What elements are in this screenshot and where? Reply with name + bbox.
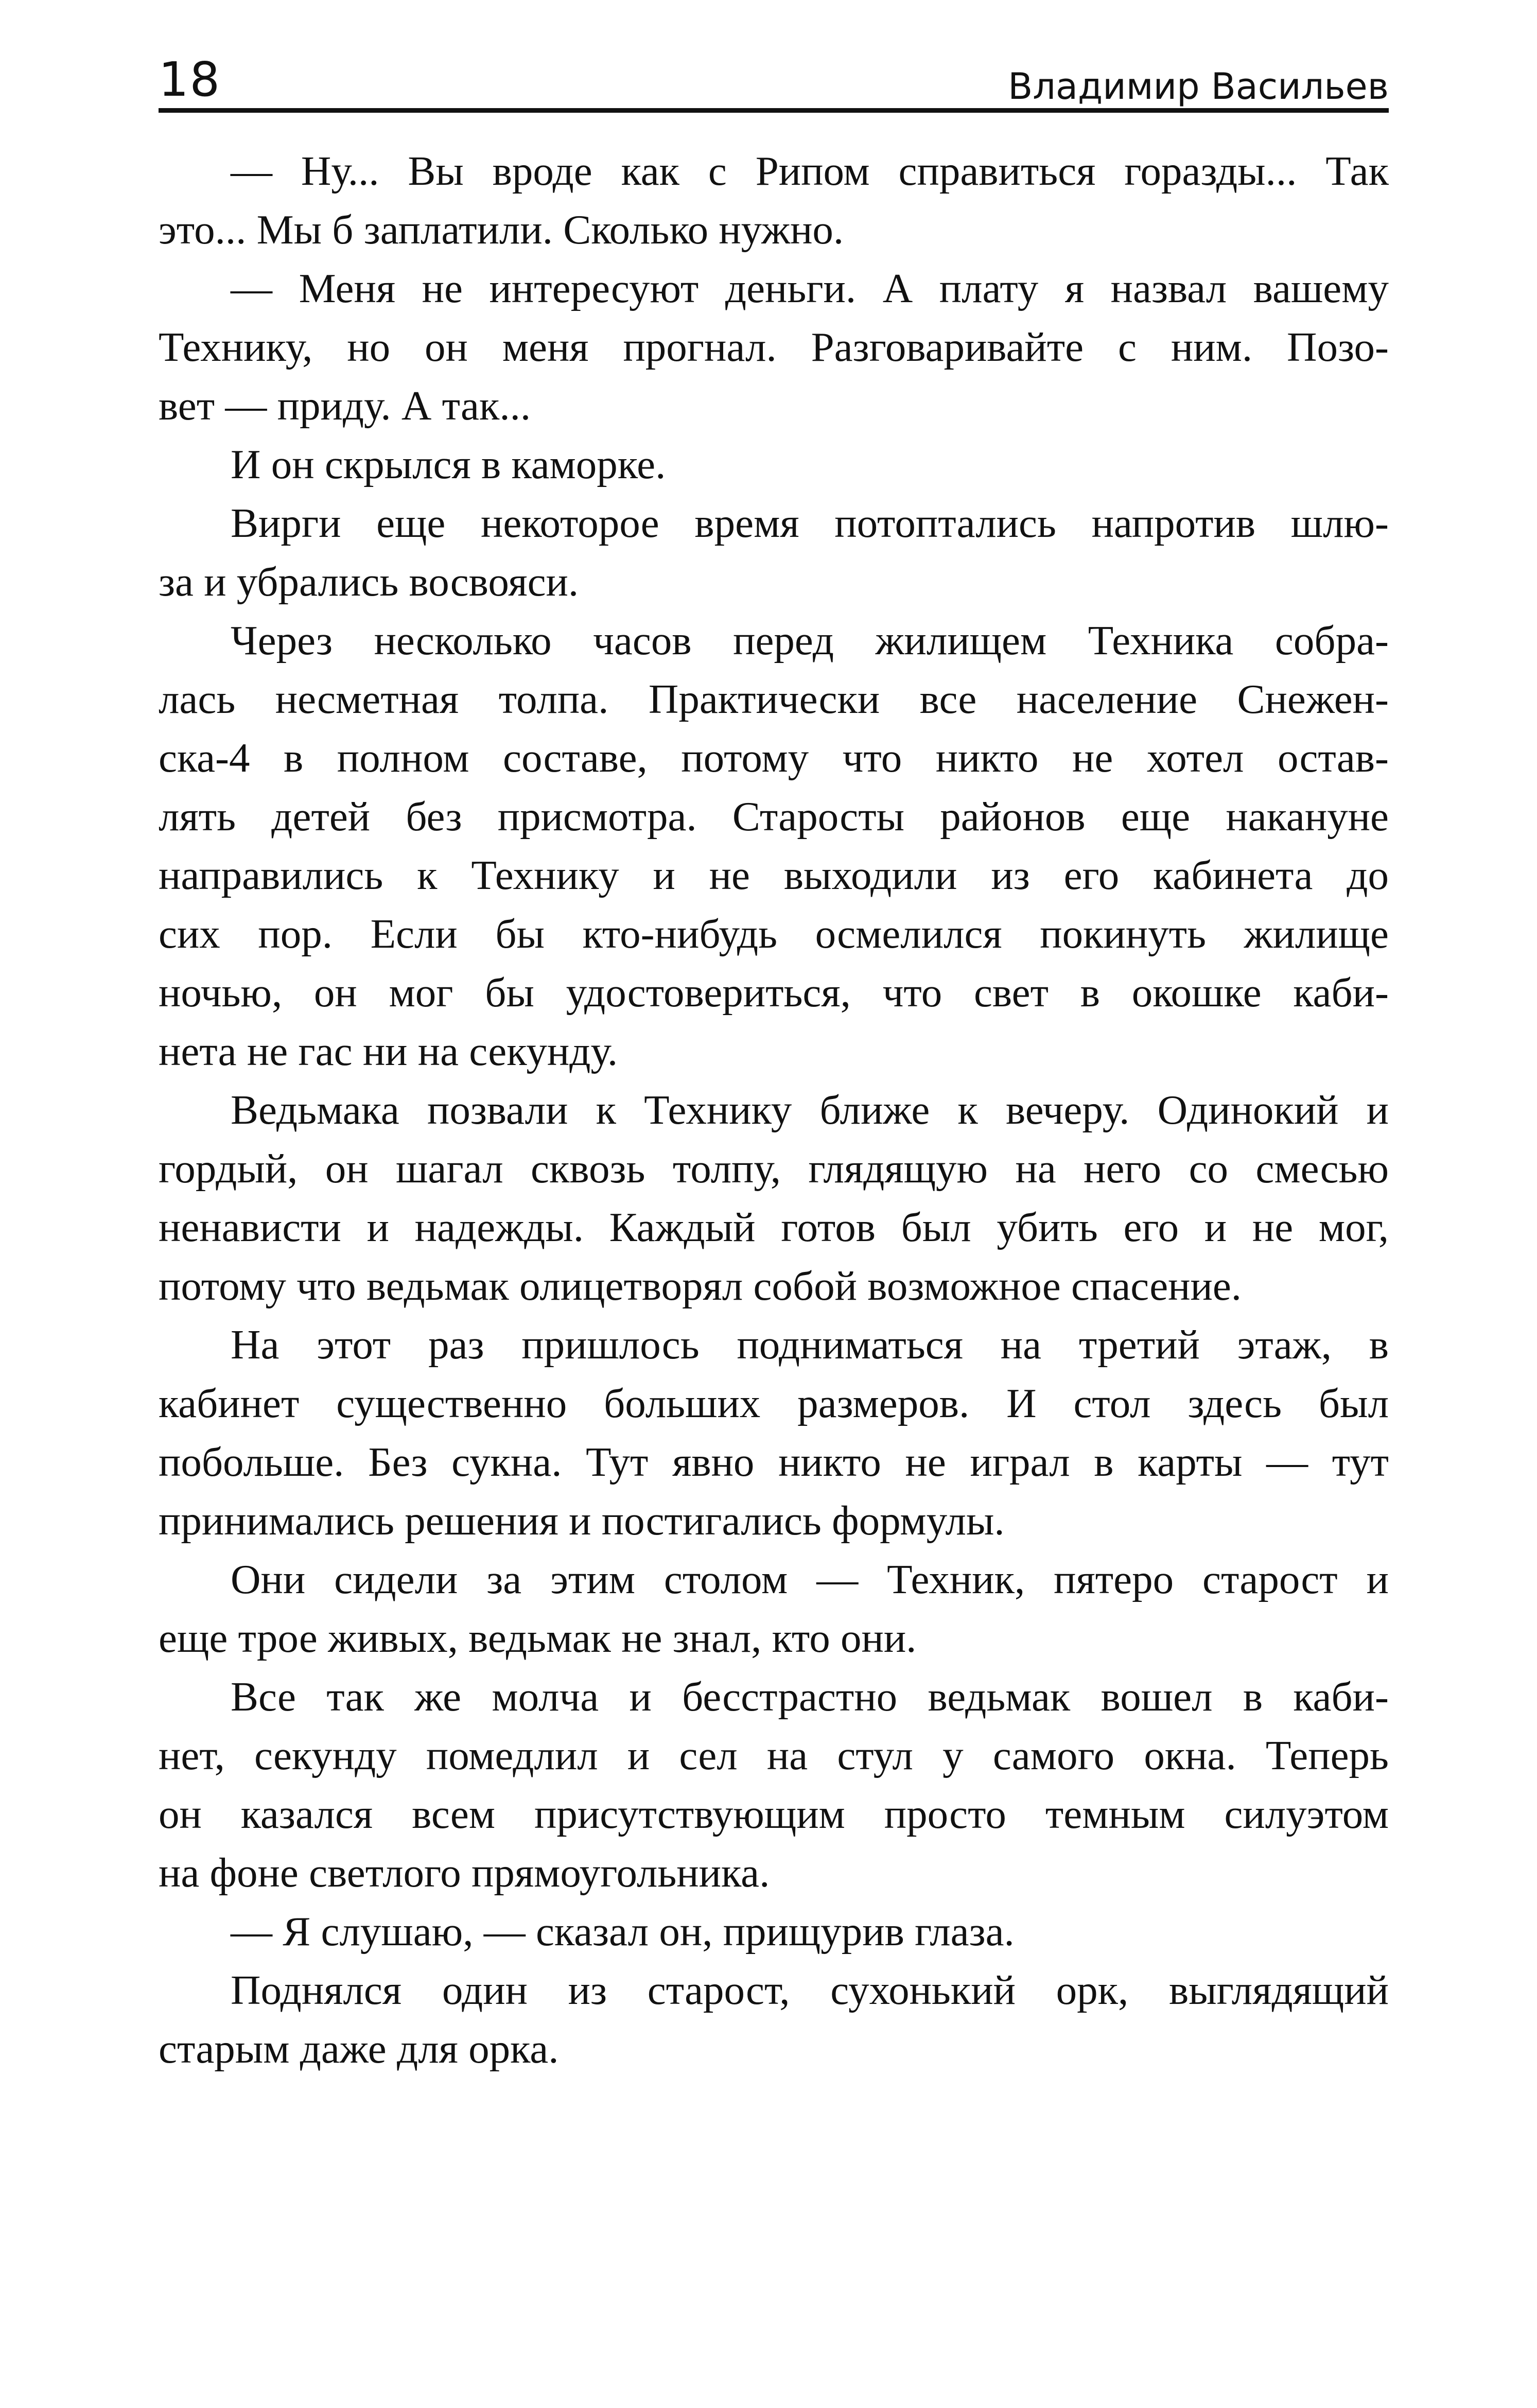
text-line: На этот раз пришлось подниматься на третий этаж, в	[231, 1321, 1389, 1368]
text-line: потому что ведьмак олицетворял собой возможное спасение.	[159, 1263, 1242, 1309]
text-line: кабинет существенно больших размеров. И стол здесь был	[159, 1380, 1389, 1426]
text-line: еще трое живых, ведьмак не знал, кто они.	[159, 1615, 917, 1661]
text-line: вет — приду. А так...	[159, 382, 531, 429]
paragraph	[159, 494, 1389, 611]
text-line: нета не гас ни на секунду.	[159, 1028, 618, 1074]
paragraph	[159, 259, 1389, 435]
paragraph	[159, 1080, 1389, 1315]
text-line: Технику, но он меня прогнал. Разговаривайте с ним. Позо-	[159, 324, 1389, 370]
text-line: Они сидели за этим столом — Техник, пятеро старост и	[231, 1556, 1389, 1602]
text-line: лять детей без присмотра. Старосты районов еще накануне	[159, 793, 1389, 840]
text-line: ска-4 в полном составе, потому что никто не хотел остав-	[159, 735, 1389, 781]
running-head-author: Владимир Васильев	[1008, 65, 1389, 108]
paragraph	[159, 1315, 1389, 1550]
text-line: старым даже для орка.	[159, 2026, 559, 2072]
text-line: направились к Технику и не выходили из его кабинета до	[159, 852, 1389, 898]
text-line: ненависти и надежды. Каждый готов был убить его и не мог,	[159, 1204, 1389, 1250]
text-line: — Я слушаю, — сказал он, прищурив глаза.	[231, 1908, 1015, 1955]
paragraph	[159, 435, 1389, 494]
text-line: ночью, он мог бы удостовериться, что свет в окошке каби-	[159, 969, 1389, 1016]
text-line: нет, секунду помедлил и сел на стул у самого окна. Теперь	[159, 1732, 1389, 1778]
text-line: лась несметная толпа. Практически все население Снежен-	[159, 676, 1389, 722]
body-text	[159, 142, 1389, 2078]
paragraph	[159, 1902, 1389, 1961]
text-line: Все так же молча и бесстрастно ведьмак вошел в каби-	[231, 1673, 1389, 1720]
text-line: Ведьмака позвали к Технику ближе к вечеру. Одинокий и	[231, 1087, 1389, 1133]
paragraph	[159, 1667, 1389, 1902]
text-line: он казался всем присутствующим просто темным силуэтом	[159, 1791, 1389, 1837]
text-line: — Меня не интересуют деньги. А плату я назвал вашему	[231, 265, 1389, 311]
paragraph	[159, 142, 1389, 259]
text-line: принимались решения и постигались формулы.	[159, 1497, 1005, 1544]
text-line: гордый, он шагал сквозь толпу, глядящую на него со смесью	[159, 1145, 1389, 1192]
page-number: 18	[159, 52, 221, 107]
text-line: Через несколько часов перед жилищем Техника собра-	[231, 617, 1389, 664]
paragraph	[159, 1550, 1389, 1667]
text-line: за и убрались восвояси.	[159, 559, 579, 605]
paragraph	[159, 611, 1389, 1080]
paragraph	[159, 1961, 1389, 2078]
text-line: Поднялся один из старост, сухонький орк, выглядящий	[231, 1967, 1389, 2013]
header-rule	[159, 108, 1389, 113]
text-line: И он скрылся в каморке.	[231, 441, 666, 487]
text-line: это... Мы б заплатили. Сколько нужно.	[159, 206, 844, 253]
text-line: сих пор. Если бы кто-нибудь осмелился покинуть жилище	[159, 911, 1389, 957]
text-line: Вирги еще некоторое время потоптались напротив шлю-	[231, 500, 1389, 546]
text-line: побольше. Без сукна. Тут явно никто не играл в карты — тут	[159, 1439, 1389, 1485]
text-line: — Ну... Вы вроде как с Рипом справиться горазды... Так	[231, 148, 1389, 194]
text-line: на фоне светлого прямоугольника.	[159, 1849, 770, 1896]
